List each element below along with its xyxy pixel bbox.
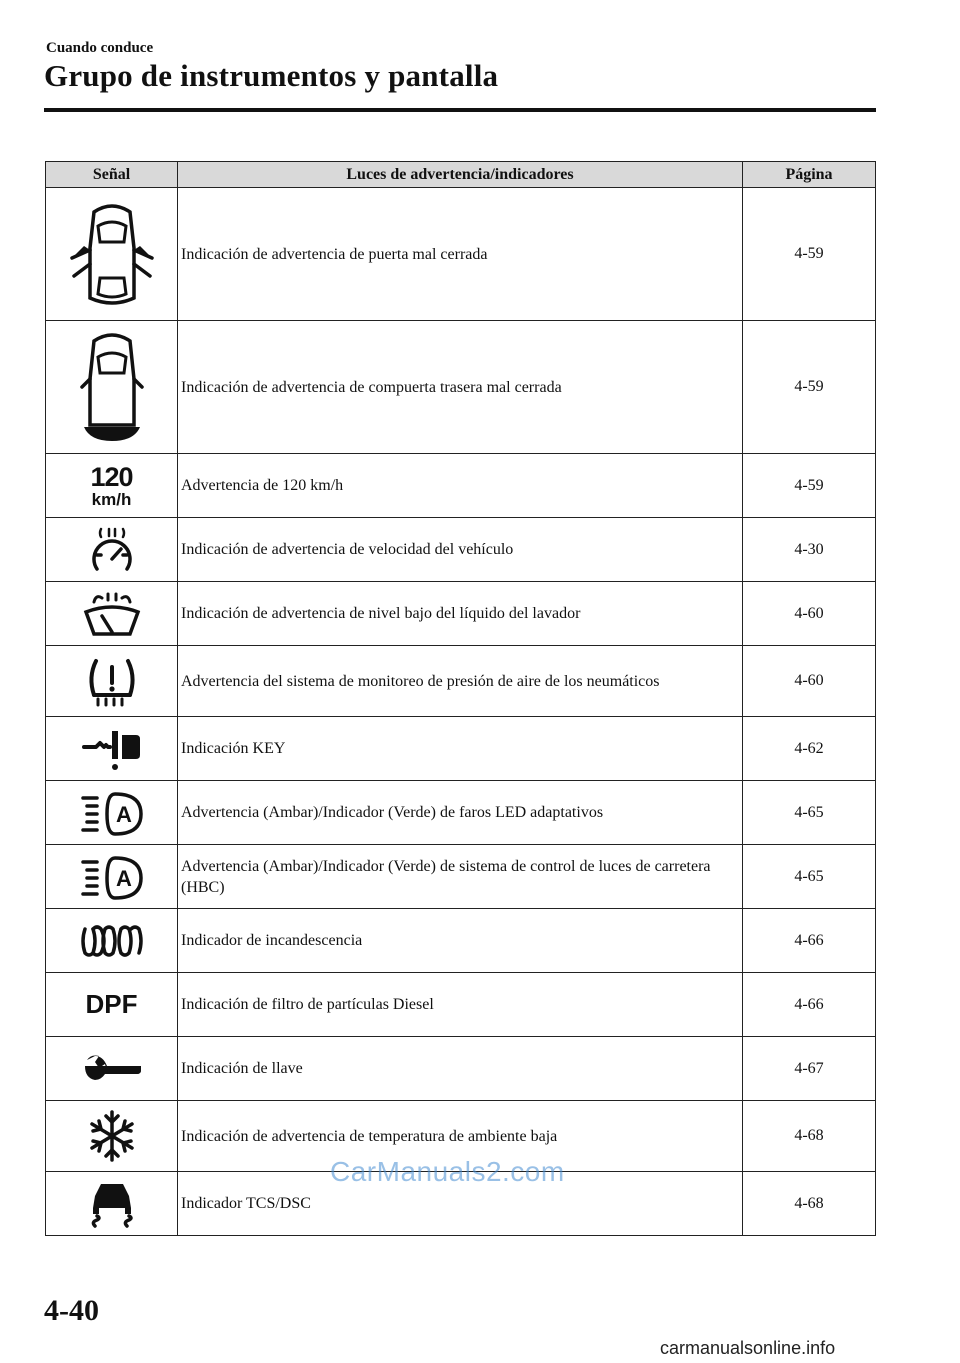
vehicle-speed-alarm-icon [46,518,178,582]
row-description: Advertencia de 120 km/h [178,454,743,518]
headlight-letter: A [115,801,132,827]
row-description: Indicación de llave [178,1037,743,1101]
tcs-dsc-icon [46,1172,178,1236]
row-page: 4-30 [743,518,876,582]
table-row [46,188,876,321]
row-description: Indicación de advertencia de puerta mal cerrada [178,188,743,321]
row-page: 4-68 [743,1101,876,1172]
table-row [46,781,876,845]
row-page: 4-66 [743,909,876,973]
row-page: 4-65 [743,845,876,909]
row-description: Advertencia del sistema de monitoreo de presión de aire de los neumáticos [178,646,743,717]
speed-120-unit: km/h [91,489,132,509]
liftgate-ajar-icon [46,321,178,454]
speed-120-number: 120 [90,461,133,492]
table-row [46,909,876,973]
title-rule [44,108,876,112]
row-page: 4-68 [743,1172,876,1236]
row-description: Indicación de advertencia de temperatura de ambiente baja [178,1101,743,1172]
table-row [46,518,876,582]
row-description: Advertencia (Ambar)/Indicador (Verde) de faros LED adaptativos [178,781,743,845]
table-row [46,845,876,909]
headlight-letter: A [115,865,132,891]
row-description: Advertencia (Ambar)/Indicador (Verde) de sistema de control de luces de carretera (HBC) [178,845,743,909]
page-title: Grupo de instrumentos y pantalla [44,58,499,93]
high-beam-control-icon [46,845,178,909]
row-page: 4-59 [743,188,876,321]
dpf-icon [46,973,178,1037]
row-page: 4-59 [743,321,876,454]
page-number: 4-40 [44,1294,99,1327]
watermark-text: CarManuals2.com [330,1156,565,1187]
column-header-signal: Señal [46,162,178,188]
row-page: 4-60 [743,646,876,717]
row-page: 4-67 [743,1037,876,1101]
row-description: Indicador TCS/DSC [178,1172,743,1236]
row-page: 4-60 [743,582,876,646]
speed-120-icon [46,454,178,518]
table-header-row [46,162,876,188]
row-page: 4-66 [743,973,876,1037]
snowflake-icon [46,1101,178,1172]
row-page: 4-59 [743,454,876,518]
section-label: Cuando conduce [46,40,154,56]
row-description: Indicación de filtro de partículas Diesel [178,973,743,1037]
table-row [46,973,876,1037]
warning-lights-table [45,161,876,1236]
footer-watermark: carmanualsonline.info [660,1338,836,1358]
table-row [46,646,876,717]
row-description: Indicación KEY [178,717,743,781]
washer-fluid-icon [46,582,178,646]
dpf-label: DPF [85,989,138,1019]
row-description: Indicador de incandescencia [178,909,743,973]
wrench-icon [46,1037,178,1101]
table-row [46,321,876,454]
glow-plug-icon [46,909,178,973]
key-icon [46,717,178,781]
table-row [46,717,876,781]
row-description: Indicación de advertencia de compuerta trasera mal cerrada [178,321,743,454]
row-description: Indicación de advertencia de velocidad del vehículo [178,518,743,582]
table-row [46,1037,876,1101]
adaptive-led-headlight-icon [46,781,178,845]
column-header-page: Página [743,162,876,188]
row-page: 4-65 [743,781,876,845]
row-page: 4-62 [743,717,876,781]
door-ajar-icon [46,188,178,321]
column-header-description: Luces de advertencia/indicadores [178,162,743,188]
row-description: Indicación de advertencia de nivel bajo del líquido del lavador [178,582,743,646]
tire-pressure-icon [46,646,178,717]
table-row [46,582,876,646]
table-row [46,454,876,518]
